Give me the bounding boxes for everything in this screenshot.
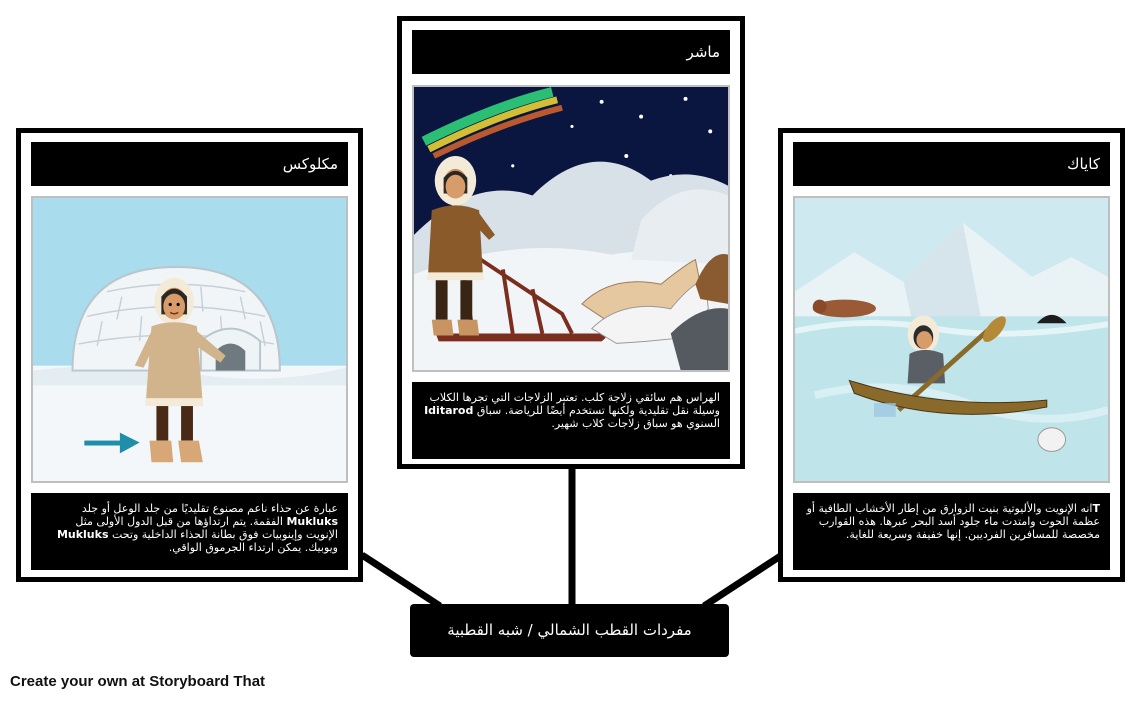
panel-description: الهراس هم سائقي زلاجة كلب. تعتبر الزلاجات التي تجرها الكلاب وسيلة نقل تقليدية ولكنها تستخدم أيضًا للرياضة. سباق Iditarod السنوي هو سباق زلاجات كلاب شهير.: [412, 382, 730, 459]
panel-title: كاياك: [793, 142, 1110, 186]
panel-kayak: [778, 128, 1125, 582]
kayak-scene: [793, 196, 1110, 483]
igloo-scene: [31, 196, 348, 483]
storyboard-footer-link[interactable]: Create your own at Storyboard That: [10, 673, 266, 690]
panel-mukluks: [16, 128, 363, 582]
diagram-center-title: مفردات القطب الشمالي / شبه القطبية: [410, 604, 729, 657]
panel-musher: [397, 16, 745, 469]
panel-description: عبارة عن حذاء ناعم مصنوع تقليديًا من جلد الوعل أو جلد Mukluks الفقمة. يتم ارتداؤها من قبل الدول الأولى مثل الإنويت وإينوبيات فوق بطانة الحذاء الداخلية وتحت Mukluks ويوبيك. يمكن ارتداء الجرموق الواقي.: [31, 493, 348, 570]
dog-sled-scene: [412, 85, 730, 372]
panel-title: ماشر: [412, 30, 730, 74]
panel-title: مكلوكس: [31, 142, 348, 186]
panel-description: Tانه الإنويت والأليوتية بنيت الزوارق من إطار الأخشاب الطافية أو عظمة الحوت وامتدت ماء جلود أسد البحر عبرها. هذه القوارب مخصصة للمسافرين الفرديين. إنها خفيفة وسريعة للغاية.: [793, 493, 1110, 570]
